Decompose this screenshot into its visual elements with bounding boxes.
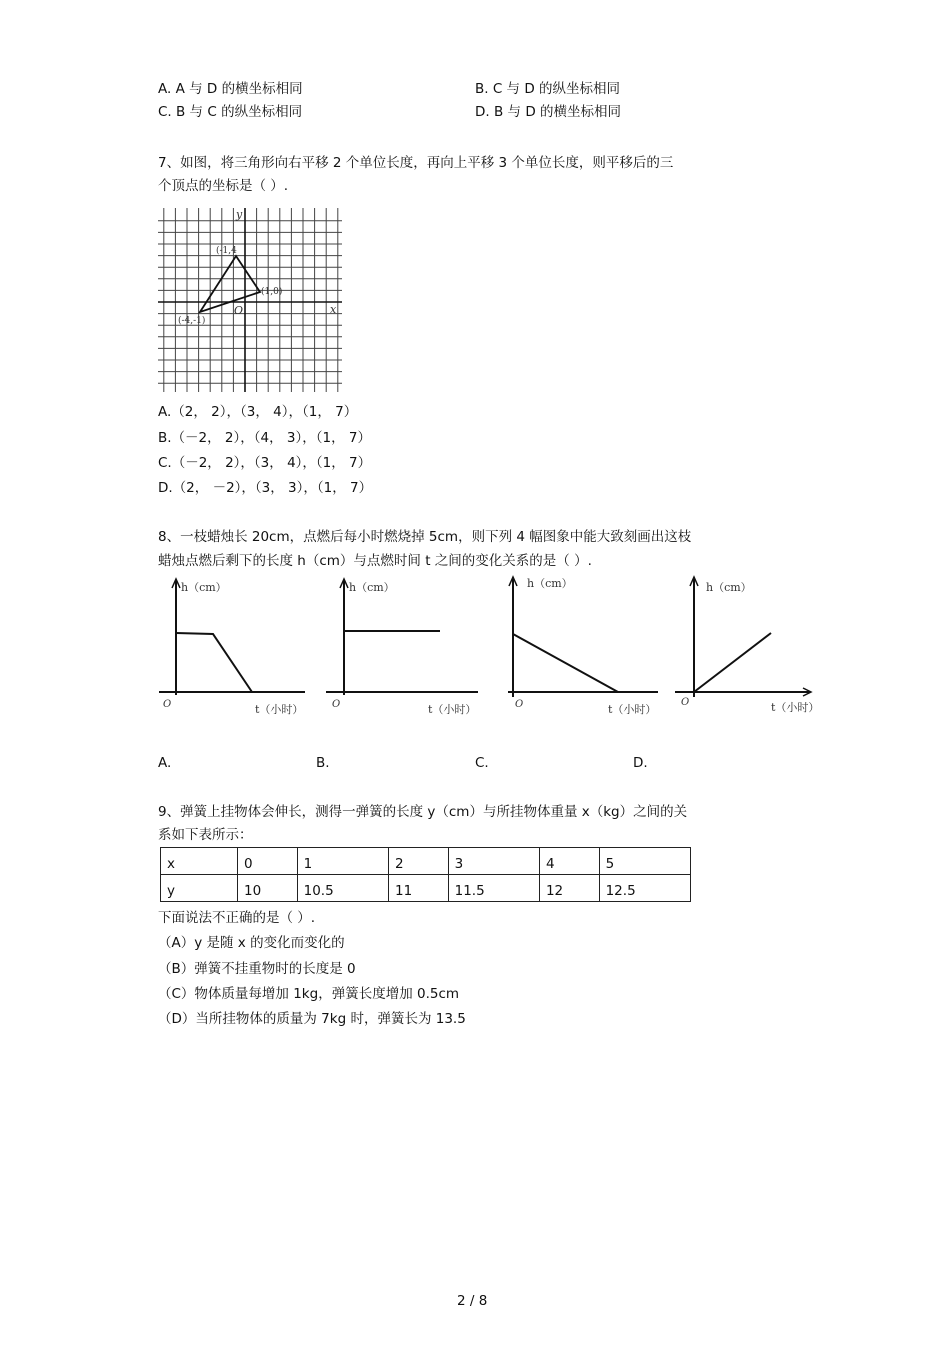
table-row-x bbox=[161, 848, 691, 875]
q8-graph-c bbox=[508, 575, 666, 720]
q8-stem-line1: 8、一枝蜡烛长 20cm，点燃后每小时燃烧掉 5cm，则下列 4 幅图象中能大致刻画出这枝 bbox=[158, 529, 692, 545]
q8-stem-line2: 蜡烛点燃后剩下的长度 h（cm）与点燃时间 t 之间的变化关系的是（ ）. bbox=[158, 553, 592, 569]
svg-text:O: O bbox=[163, 699, 172, 710]
svg-text:O: O bbox=[332, 699, 341, 710]
table-cell: 2 bbox=[388, 848, 448, 875]
svg-text:t（小时）: t（小时） bbox=[428, 703, 477, 716]
origin-label: O bbox=[234, 304, 244, 317]
svg-text:h（cm）: h（cm） bbox=[349, 581, 395, 594]
table-cell: 11.5 bbox=[448, 875, 539, 902]
q9-stem-line2: 系如下表所示： bbox=[158, 827, 253, 843]
vertex-label-top: (-1,4 bbox=[216, 246, 237, 256]
table-cell: 10.5 bbox=[297, 875, 388, 902]
q7-stem-line1: 7、如图，将三角形向右平移 2 个单位长度，再向上平移 3 个单位长度，则平移后的三 bbox=[158, 155, 674, 171]
graph-d-line bbox=[694, 633, 771, 692]
q8-graph-a bbox=[155, 575, 310, 720]
graph-c-line bbox=[513, 634, 618, 692]
y-axis-label: y bbox=[236, 208, 243, 221]
table-cell: 12 bbox=[539, 875, 599, 902]
q8-option-c: C. bbox=[475, 755, 489, 771]
svg-text:t（小时）: t（小时） bbox=[608, 703, 657, 716]
svg-text:O: O bbox=[515, 699, 524, 710]
page-number: 2 / 8 bbox=[457, 1293, 488, 1309]
spring-data-table bbox=[160, 847, 691, 902]
svg-text:O: O bbox=[681, 697, 690, 708]
table-cell: 3 bbox=[448, 848, 539, 875]
q8-option-b: B. bbox=[316, 755, 330, 771]
table-row-y bbox=[161, 875, 691, 902]
q6-option-c: C. B 与 C 的纵坐标相同 bbox=[158, 104, 303, 120]
svg-text:h（cm）: h（cm） bbox=[181, 581, 227, 594]
q9-option-c: （C）物体质量每增加 1kg，弹簧长度增加 0.5cm bbox=[158, 986, 460, 1002]
x-axis-label: x bbox=[330, 303, 337, 316]
q7-option-b: B.（－2， 2），（4， 3），（1， 7） bbox=[158, 430, 371, 446]
table-cell: 5 bbox=[599, 848, 690, 875]
table-cell: 4 bbox=[539, 848, 599, 875]
table-cell: 11 bbox=[388, 875, 448, 902]
q9-stem-line1: 9、弹簧上挂物体会伸长，测得一弹簧的长度 y（cm）与所挂物体重量 x（kg）之间的关 bbox=[158, 804, 688, 820]
q9-option-a: （A）y 是随 x 的变化而变化的 bbox=[158, 935, 345, 951]
svg-text:h（cm）: h（cm） bbox=[706, 581, 752, 594]
q8-option-a: A. bbox=[158, 755, 172, 771]
q8-graph-d bbox=[675, 575, 825, 720]
q9-option-d: （D）当所挂物体的质量为 7kg 时，弹簧长为 13.5 bbox=[158, 1011, 466, 1027]
q8-option-d: D. bbox=[633, 755, 648, 771]
q7-stem-line2: 个顶点的坐标是（ ）. bbox=[158, 178, 289, 194]
svg-text:h（cm）: h（cm） bbox=[527, 577, 573, 590]
table-cell: 0 bbox=[238, 848, 298, 875]
table-cell: 12.5 bbox=[599, 875, 690, 902]
graph-a-line bbox=[176, 633, 252, 692]
q7-option-a: A.（2， 2），（3， 4），（1， 7） bbox=[158, 404, 358, 420]
table-cell: 1 bbox=[297, 848, 388, 875]
q6-option-a: A. A 与 D 的横坐标相同 bbox=[158, 81, 303, 97]
table-cell: 10 bbox=[238, 875, 298, 902]
triangle bbox=[200, 256, 260, 312]
q6-option-d: D. B 与 D 的横坐标相同 bbox=[475, 104, 622, 120]
svg-text:t（小时）: t（小时） bbox=[255, 703, 304, 716]
q7-option-c: C.（－2， 2），（3， 4），（1， 7） bbox=[158, 455, 372, 471]
vertex-label-left: (-4,-1) bbox=[178, 316, 206, 326]
q8-graph-b bbox=[322, 575, 482, 720]
svg-text:t（小时）: t（小时） bbox=[771, 701, 820, 714]
q9-option-b: （B）弹簧不挂重物时的长度是 0 bbox=[158, 961, 356, 977]
q7-coordinate-grid bbox=[150, 200, 350, 395]
table-cell: x bbox=[161, 848, 238, 875]
vertex-label-right: (1,0) bbox=[261, 287, 283, 297]
table-cell: y bbox=[161, 875, 238, 902]
q9-question: 下面说法不正确的是（ ）. bbox=[158, 910, 316, 926]
q7-option-d: D.（2， －2），（3， 3），（1， 7） bbox=[158, 480, 373, 496]
q6-option-b: B. C 与 D 的纵坐标相同 bbox=[475, 81, 621, 97]
